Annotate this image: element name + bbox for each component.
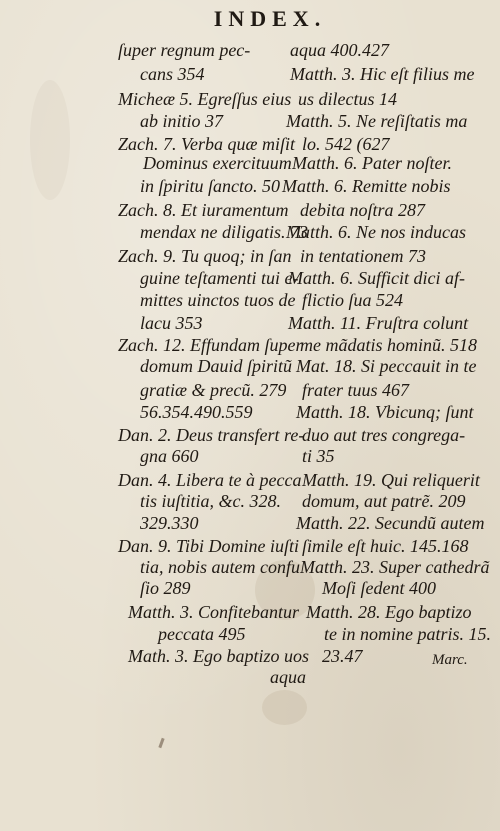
index-entry: ſimile eſt huic. 145.168: [302, 536, 469, 556]
index-entry: gratiæ & precũ. 279: [140, 380, 287, 400]
index-entry: tia, nobis autem confu: [140, 557, 300, 577]
index-entry: in tentationem 73: [300, 246, 426, 266]
index-entry: domum Dauid ſpiritũ: [140, 356, 293, 376]
index-entry: aqua 400.427: [290, 40, 389, 60]
index-entry: mendax ne diligatis. 73: [140, 222, 308, 242]
index-entry: ab initio 37: [140, 111, 224, 131]
index-entry: Matth. 23. Super cathedrã: [300, 557, 490, 577]
index-entry: guine teſtamenti tui e-: [140, 268, 299, 288]
index-entry: frater tuus 467: [302, 380, 410, 400]
index-entry: Micheæ 5. Egreſſus eius: [118, 89, 292, 109]
index-entry: Zach. 7. Verba quæ miſit: [118, 134, 296, 154]
index-entry: duo aut tres congrega-: [302, 425, 466, 445]
index-entry: Matth. 6. Pater noſter.: [292, 153, 452, 173]
index-entry: Dan. 4. Libera te à pecca: [118, 470, 302, 490]
index-entry: gna 660: [140, 446, 199, 466]
index-entry: lacu 353: [140, 313, 203, 333]
index-entry: mittes uinctos tuos de: [140, 290, 296, 310]
index-entry: Matth. 11. Fruſtra colunt: [288, 313, 469, 333]
index-entry: ti 35: [302, 446, 335, 466]
index-entry: Zach. 12. Effundam ſuper: [118, 335, 303, 355]
index-entry: tis iuſtitia, &c. 328.: [140, 491, 282, 511]
index-entry: Matth. 22. Secundũ autem: [296, 513, 485, 533]
index-entry: te in nomine patris. 15.: [324, 624, 491, 644]
index-entry: us dilectus 14: [298, 89, 397, 109]
index-entry: aqua: [270, 667, 306, 687]
index-entry: Matth. 5. Ne reſiſtatis ma: [286, 111, 468, 131]
index-entry: Zach. 9. Tu quoq; in ſan: [118, 246, 292, 266]
index-entry: peccata 495: [158, 624, 246, 644]
paper-stain: [30, 80, 70, 200]
index-entry: me mãdatis hominũ. 518: [300, 335, 477, 355]
index-entry: Zach. 8. Et iuramentum: [118, 200, 289, 220]
index-entry: Matth. 19. Qui reliquerit: [302, 470, 480, 490]
index-entry: flictio ſua 524: [302, 290, 403, 310]
index-entry: cans 354: [140, 64, 205, 84]
index-entry: Mat. 18. Si peccauit in te: [296, 356, 477, 376]
index-entry: Matth. 3. Hic eſt filius me: [290, 64, 475, 84]
index-entry: ſio 289: [140, 578, 191, 598]
index-entry: Dan. 2. Deus transfert re-: [118, 425, 305, 445]
catchword: Marc.: [432, 652, 468, 668]
index-entry: Matth. 6. Remitte nobis: [282, 176, 451, 196]
index-entry: 329.330: [140, 513, 199, 533]
index-entry: Matth. 3. Confitebantur: [128, 602, 299, 622]
index-entry: Matth. 6. Sufficit dici af-: [288, 268, 465, 288]
index-entry: Matth. 18. Vbicunq; ſunt: [296, 402, 474, 422]
ink-mark: [158, 738, 164, 748]
index-entry: 56.354.490.559: [140, 402, 253, 422]
index-entry: 23.47: [322, 646, 363, 666]
index-entry: Math. 3. Ego baptizo uos: [128, 646, 310, 666]
index-entry: Dominus exercituum: [143, 153, 292, 173]
index-entry: Dan. 9. Tibi Domine iuſti: [118, 536, 300, 556]
index-entry: Matth. 28. Ego baptizo: [306, 602, 472, 622]
index-entry: in ſpiritu ſancto. 50: [140, 176, 281, 196]
index-entry: domum, aut patrẽ. 209: [302, 491, 466, 511]
index-entry: debita noſtra 287: [300, 200, 425, 220]
index-entry: lo. 542 (627: [302, 134, 390, 154]
index-entry: Moſi ſedent 400: [322, 578, 436, 598]
page-header: INDEX.: [213, 6, 327, 31]
index-entry: Matth. 6. Ne nos inducas: [286, 222, 466, 242]
paper-stain: [262, 690, 307, 725]
index-entry: ſuper regnum pec-: [118, 40, 251, 60]
